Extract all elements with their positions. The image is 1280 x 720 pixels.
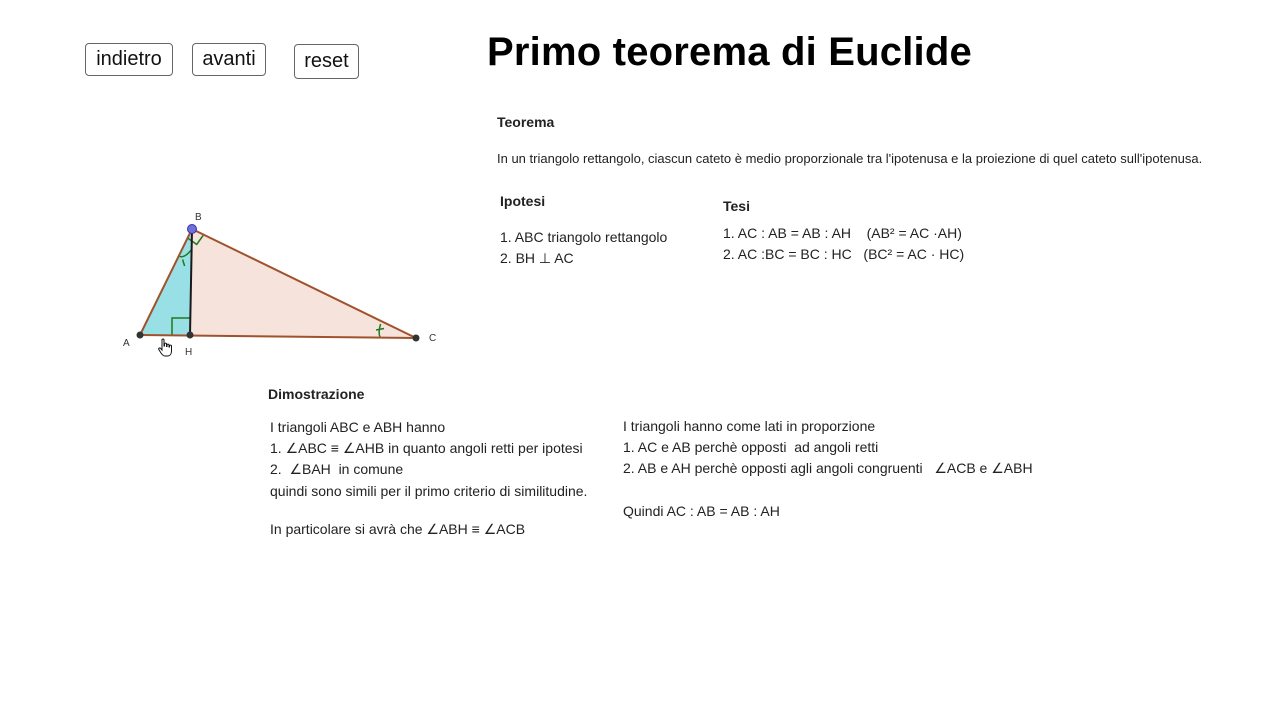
proof-left-line: 1. ∠ABC ≡ ∠AHB in quanto angoli retti per ipotesi [270, 440, 583, 456]
proof-left-conclusion: In particolare si avrà che ∠ABH ≡ ∠ACB [270, 521, 526, 537]
back-button[interactable]: indietro [85, 43, 173, 76]
point-h[interactable] [187, 332, 194, 339]
label-h: H [185, 347, 193, 358]
proof-left-line: quindi sono simili per il primo criterio di similitudine. [270, 483, 588, 499]
reset-button[interactable]: reset [294, 44, 359, 79]
hypothesis-heading: Ipotesi [500, 193, 546, 209]
proof-right-conclusion: Quindi AC : AB = AB : AH [623, 503, 780, 519]
label-c: C [429, 333, 437, 344]
hypothesis-item: 2. BH ⊥ AC [500, 250, 574, 266]
point-a[interactable] [137, 332, 144, 339]
point-c[interactable] [413, 335, 420, 342]
page-title: Primo teorema di Euclide [487, 30, 972, 74]
proof-right-line: 2. AB e AH perchè opposti agli angoli congruenti ∠ACB e ∠ABH [623, 460, 1033, 476]
thesis-item: 1. AC : AB = AB : AH (AB² = AC ·AH) [723, 225, 962, 241]
proof-right-line: I triangoli hanno come lati in proporzione [623, 418, 876, 434]
proof-left-line: I triangoli ABC e ABH hanno [270, 419, 446, 435]
proof-left-line: 2. ∠BAH in comune [270, 461, 404, 477]
label-a: A [123, 338, 130, 349]
theorem-heading: Teorema [497, 114, 555, 130]
hand-pointer-icon [159, 339, 172, 356]
proof-right-line: 1. AC e AB perchè opposti ad angoli retti [623, 439, 879, 455]
forward-button[interactable]: avanti [192, 43, 266, 76]
thesis-item: 2. AC :BC = BC : HC (BC² = AC · HC) [723, 246, 965, 262]
theorem-text: In un triangolo rettangolo, ciascun cateto è medio proporzionale tra l'ipotenusa e la proiezione di quel cateto sull'ipotenusa. [497, 151, 1203, 166]
hypothesis-item: 1. ABC triangolo rettangolo [500, 229, 668, 245]
label-b: B [195, 212, 202, 223]
point-b[interactable] [188, 225, 197, 234]
triangle-figure [0, 0, 480, 380]
proof-heading: Dimostrazione [268, 386, 365, 402]
thesis-heading: Tesi [723, 198, 750, 214]
